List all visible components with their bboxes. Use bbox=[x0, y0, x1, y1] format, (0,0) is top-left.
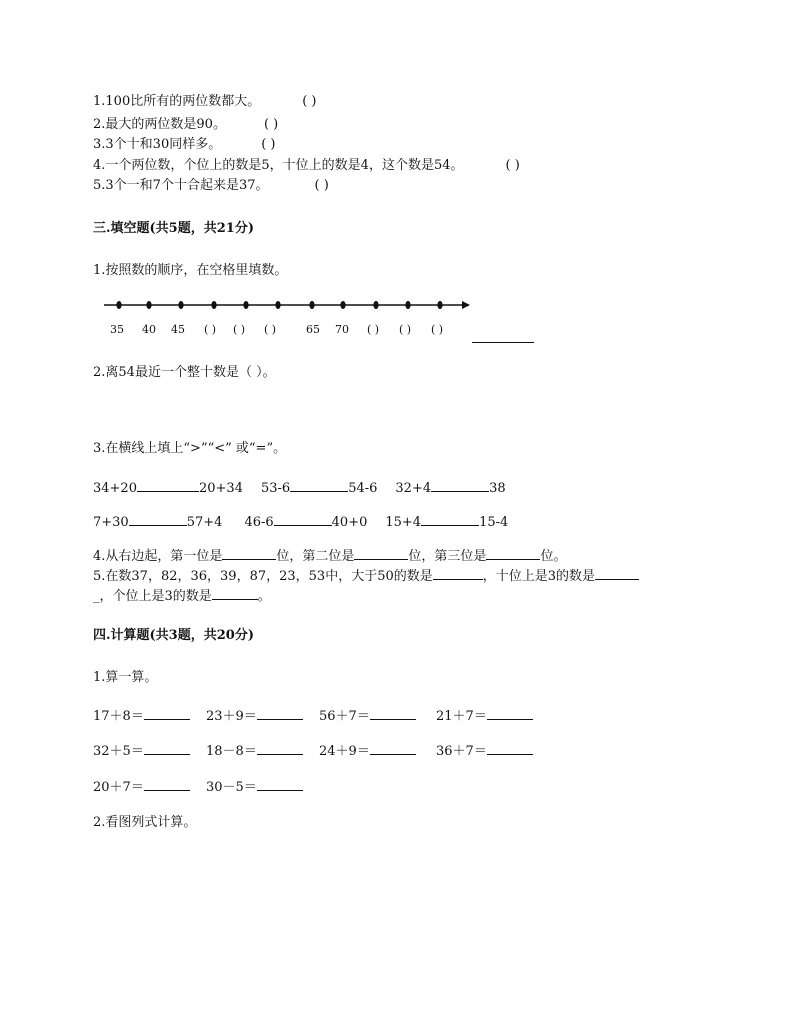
number-line-label[interactable]: ( ) bbox=[203, 323, 217, 336]
fill-q3-text: 3.在横线上填上“>”“<” 或“=”。 bbox=[93, 441, 287, 456]
calc-expression: 24＋9＝ bbox=[319, 744, 370, 759]
compare-blank[interactable] bbox=[129, 511, 187, 526]
fill-q2-text: 2.离54最近一个整十数是（ ）。 bbox=[93, 365, 276, 380]
judge-answer-paren[interactable]: ( ) bbox=[302, 94, 317, 109]
fill-q5-blank-3[interactable] bbox=[212, 585, 258, 600]
calc-q1-text: 1.算一算。 bbox=[93, 670, 158, 685]
calc-item bbox=[319, 705, 416, 726]
judge-answer-paren[interactable]: ( ) bbox=[505, 158, 520, 173]
fill-q5-line-1 bbox=[93, 565, 639, 586]
judge-answer-paren[interactable]: ( ) bbox=[314, 178, 329, 193]
compare-right: 20+34 bbox=[198, 481, 243, 496]
fill-q4-part: 位，第二位是 bbox=[276, 549, 355, 564]
fill-q4-part: 位。 bbox=[540, 549, 567, 564]
judge-item-text: 4.一个两位数，个位上的数是5，十位上的数是4，这个数是54。 bbox=[93, 158, 464, 173]
section-4-title: 四.计算题(共3题，共20分) bbox=[93, 628, 254, 643]
calc-answer-blank[interactable] bbox=[257, 705, 303, 720]
fill-q5-blank-2[interactable] bbox=[595, 565, 639, 580]
calc-item bbox=[436, 740, 533, 761]
judge-item-2 bbox=[93, 116, 278, 134]
calc-expression: 21＋7＝ bbox=[436, 709, 487, 724]
calc-answer-blank[interactable] bbox=[370, 705, 416, 720]
compare-left: 32+4 bbox=[395, 481, 432, 496]
compare-blank[interactable] bbox=[431, 477, 489, 492]
calc-answer-blank[interactable] bbox=[487, 705, 533, 720]
compare-blank[interactable] bbox=[274, 511, 332, 526]
calc-answer-blank[interactable] bbox=[144, 740, 190, 755]
calc-item bbox=[436, 705, 533, 726]
calc-expression: 20＋7＝ bbox=[93, 780, 144, 795]
number-line-point bbox=[178, 301, 183, 309]
calc-item bbox=[319, 740, 416, 761]
number-line-point bbox=[309, 301, 314, 309]
number-line-label: 40 bbox=[142, 323, 156, 336]
number-line-label[interactable]: ( ) bbox=[366, 323, 380, 336]
compare-left: 7+30 bbox=[93, 515, 129, 530]
judge-item-1 bbox=[93, 93, 317, 111]
compare-right: 40+0 bbox=[331, 515, 368, 530]
fill-q5-part: _，个位上是3的数是 bbox=[93, 589, 212, 604]
calc-answer-blank[interactable] bbox=[144, 776, 190, 791]
calc-item bbox=[93, 740, 190, 761]
fill-q4-blank-1[interactable] bbox=[222, 545, 276, 560]
number-line-label[interactable]: ( ) bbox=[430, 323, 444, 336]
compare-row-1 bbox=[93, 477, 506, 498]
fill-q4 bbox=[93, 545, 566, 566]
judge-answer-paren[interactable]: ( ) bbox=[261, 137, 276, 152]
number-line-point bbox=[437, 301, 442, 309]
fill-q1-text: 1.按照数的顺序，在空格里填数。 bbox=[93, 263, 288, 278]
compare-left: 34+20 bbox=[93, 481, 137, 496]
compare-left: 15+4 bbox=[385, 515, 422, 530]
fill-q4-part: 4.从右边起，第一位是 bbox=[93, 549, 223, 564]
calc-q2-text: 2.看图列式计算。 bbox=[93, 815, 197, 830]
calc-item bbox=[206, 776, 303, 797]
judge-item-text: 1.100比所有的两位数都大。 bbox=[93, 94, 261, 109]
calc-answer-blank[interactable] bbox=[257, 776, 303, 791]
number-line-label: 45 bbox=[171, 323, 185, 336]
fill-q4-blank-2[interactable] bbox=[354, 545, 408, 560]
fill-q5-part: ，十位上是3的数是 bbox=[482, 569, 596, 584]
calc-item bbox=[93, 776, 190, 797]
compare-blank[interactable] bbox=[421, 511, 479, 526]
compare-blank[interactable] bbox=[290, 477, 348, 492]
number-line-label[interactable]: ( ) bbox=[398, 323, 412, 336]
calc-item bbox=[206, 740, 303, 761]
judge-item-text: 2.最大的两位数是90。 bbox=[93, 117, 226, 132]
fill-q5-blank-1[interactable] bbox=[433, 565, 483, 580]
calc-expression: 17＋8＝ bbox=[93, 709, 144, 724]
calc-expression: 30－5＝ bbox=[206, 780, 257, 795]
number-line-label: 65 bbox=[306, 323, 320, 336]
calc-answer-blank[interactable] bbox=[487, 740, 533, 755]
number-line-point bbox=[275, 301, 280, 309]
calc-answer-blank[interactable] bbox=[257, 740, 303, 755]
number-line-point bbox=[340, 301, 345, 309]
judge-answer-paren[interactable]: ( ) bbox=[263, 117, 279, 132]
calc-item bbox=[206, 705, 303, 726]
calc-expression: 32＋5＝ bbox=[93, 744, 144, 759]
number-line bbox=[100, 295, 472, 315]
compare-right: 54-6 bbox=[348, 481, 378, 496]
section-3-title: 三.填空题(共5题，共21分) bbox=[93, 221, 254, 236]
judge-item-3 bbox=[93, 136, 276, 154]
number-line-point bbox=[211, 301, 216, 309]
number-line-label[interactable]: ( ) bbox=[232, 323, 246, 336]
calc-expression: 36＋7＝ bbox=[436, 744, 487, 759]
fill-q5-part: 5.在数37，82，36，39，87，23，53中，大于50的数是 bbox=[93, 569, 433, 584]
calc-expression: 18－8＝ bbox=[206, 744, 257, 759]
number-line-point bbox=[116, 301, 121, 309]
compare-left: 53-6 bbox=[260, 481, 291, 496]
compare-right: 15-4 bbox=[479, 515, 509, 530]
number-line-label: 35 bbox=[110, 323, 124, 336]
compare-right: 57+4 bbox=[186, 515, 223, 530]
fill-q5-line-2 bbox=[93, 585, 271, 606]
fill-q1-answer-blank[interactable] bbox=[472, 328, 534, 343]
number-line-point bbox=[405, 301, 410, 309]
fill-q4-blank-3[interactable] bbox=[486, 545, 540, 560]
compare-left: 46-6 bbox=[244, 515, 274, 530]
number-line-point bbox=[243, 301, 248, 309]
calc-answer-blank[interactable] bbox=[370, 740, 416, 755]
compare-right: 38 bbox=[489, 481, 506, 496]
calc-expression: 56＋7＝ bbox=[319, 709, 370, 724]
number-line-point bbox=[373, 301, 378, 309]
compare-row-2 bbox=[93, 511, 508, 532]
fill-q5-part: 。 bbox=[257, 589, 271, 604]
judge-item-text: 5.3个一和7个十合起来是37。 bbox=[93, 178, 269, 193]
judge-item-text: 3.3个十和30同样多。 bbox=[93, 137, 222, 152]
number-line-label[interactable]: ( ) bbox=[263, 323, 277, 336]
judge-item-4 bbox=[93, 157, 520, 175]
calc-answer-blank[interactable] bbox=[144, 705, 190, 720]
number-line-label: 70 bbox=[335, 323, 349, 336]
fill-q4-part: 位，第三位是 bbox=[408, 549, 487, 564]
number-line-arrow bbox=[462, 301, 470, 309]
number-line-point bbox=[146, 301, 151, 309]
compare-blank[interactable] bbox=[137, 477, 199, 492]
calc-expression: 23＋9＝ bbox=[206, 709, 257, 724]
judge-item-5 bbox=[93, 177, 329, 195]
calc-item bbox=[93, 705, 190, 726]
